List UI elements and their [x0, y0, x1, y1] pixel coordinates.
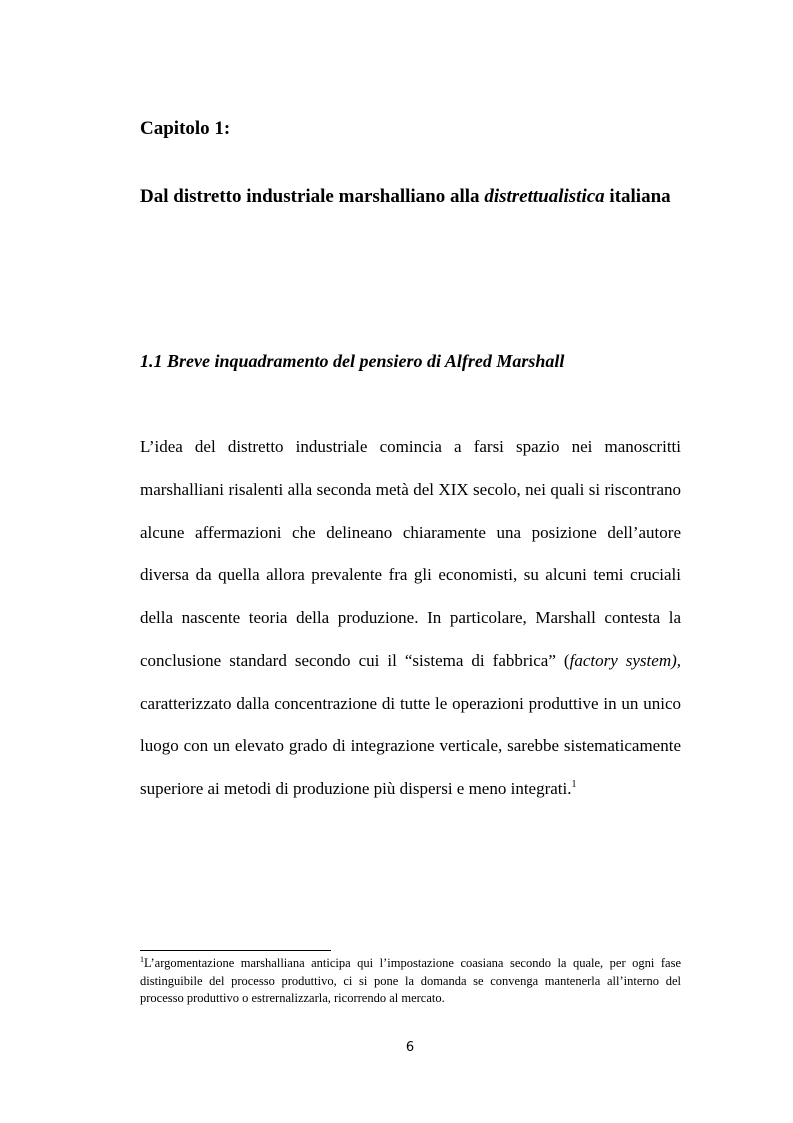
- page-number: 6: [405, 1040, 415, 1055]
- body-paragraph: [140, 426, 681, 811]
- chapter-title-italic: distrettualistica: [484, 186, 605, 207]
- chapter-title-part2: italiana: [604, 186, 671, 207]
- chapter-label: Capitolo 1:: [140, 118, 231, 139]
- section-title: 1.1 Breve inquadramento del pensiero di Alfred Marshall: [140, 351, 565, 371]
- body-text-part1: L’idea del distretto industriale comincia a farsi spazio nei manoscritti marshalliani risalenti alla seconda metà del XIX secolo, nei quali si riscontrano alcune affermazioni che delineano chiaramente una posizione dell’autore diversa da quella allora prevalente fra gli economisti, su alcuni temi cruciali della nascente teoria della produzione. In particolare, Marshall contesta la conclusione standard secondo cui il “sistema di fabbrica” (: [140, 437, 681, 670]
- footnote: [140, 955, 681, 1008]
- footnote-text: L’argomentazione marshalliana anticipa qui l’impostazione coasiana secondo la quale, per ogni fase distinguibile del processo produttivo, ci si pone la domanda se convenga mantenerla all’interno del processo produttivo o estrernalizzarla, ricorrendo al mercato.: [140, 956, 681, 1005]
- footnote-reference[interactable]: 1: [571, 779, 577, 790]
- chapter-title: [140, 168, 681, 226]
- chapter-title-part1: Dal distretto industriale marshalliano alla: [140, 186, 485, 207]
- footnote-marker: 1: [140, 955, 144, 964]
- footnote-divider: [140, 950, 331, 951]
- body-text-part2: caratterizzato dalla concentrazione di tutte le operazioni produttive in un unico luogo con un elevato grado di integrazione verticale, sarebbe sistematicamente superiore ai metodi di produzione più dispersi e meno integrati.: [140, 693, 681, 798]
- body-text-italic: factory system),: [569, 650, 682, 670]
